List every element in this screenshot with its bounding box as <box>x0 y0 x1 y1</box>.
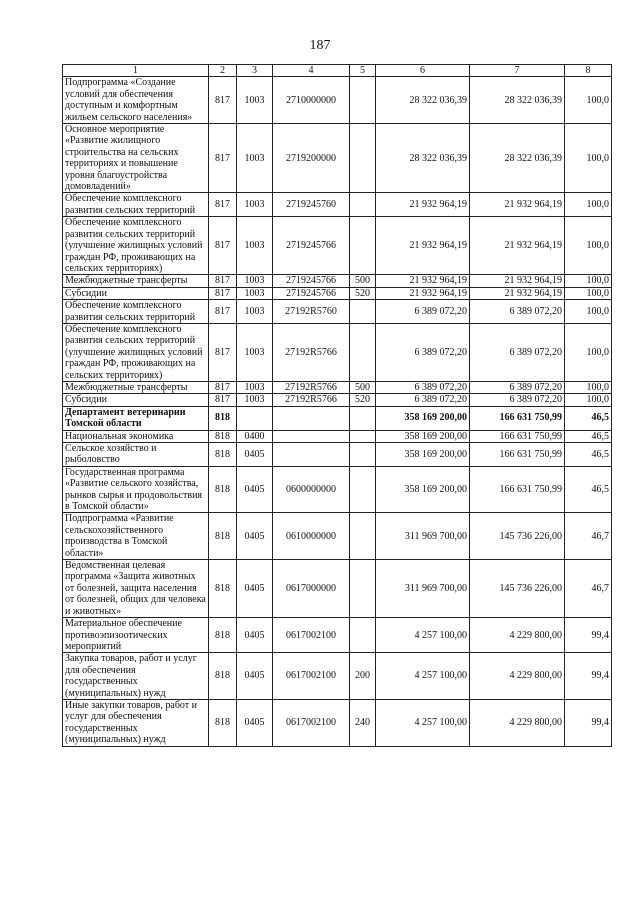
expense-type-cell <box>350 430 376 442</box>
plan-amount-cell: 358 169 200,00 <box>376 466 470 513</box>
target-code-cell: 27192R5766 <box>273 381 350 393</box>
table-row <box>63 77 612 124</box>
item-name-cell: Обеспечение комплексного развития сельских территорий <box>63 193 209 217</box>
actual-amount-cell: 4 229 800,00 <box>470 653 565 700</box>
table-row <box>63 300 612 324</box>
ministry-code-cell: 817 <box>209 323 237 381</box>
percent-cell: 100,0 <box>565 394 612 406</box>
percent-cell: 100,0 <box>565 287 612 299</box>
ministry-code-cell: 817 <box>209 217 237 275</box>
plan-amount-cell: 358 169 200,00 <box>376 406 470 430</box>
target-code-cell: 27192R5766 <box>273 394 350 406</box>
actual-amount-cell: 166 631 750,99 <box>470 406 565 430</box>
item-name-cell: Обеспечение комплексного развития сельских территорий <box>63 300 209 324</box>
item-name-cell: Межбюджетные трансферты <box>63 275 209 287</box>
expense-type-cell: 240 <box>350 699 376 746</box>
header-cell: 7 <box>470 65 565 77</box>
header-cell: 1 <box>63 65 209 77</box>
item-name-cell: Субсидии <box>63 394 209 406</box>
plan-amount-cell: 21 932 964,19 <box>376 275 470 287</box>
expense-type-cell <box>350 323 376 381</box>
section-code-cell: 0405 <box>237 513 273 560</box>
expense-type-cell <box>350 124 376 193</box>
plan-amount-cell: 6 389 072,20 <box>376 394 470 406</box>
section-code-cell: 1003 <box>237 287 273 299</box>
section-code-cell: 1003 <box>237 323 273 381</box>
item-name-cell: Обеспечение комплексного развития сельских территорий (улучшение жилищных условий граждан РФ, проживающих на сельских территориях) <box>63 217 209 275</box>
table-row <box>63 287 612 299</box>
item-name-cell: Субсидии <box>63 287 209 299</box>
target-code-cell: 2719245766 <box>273 275 350 287</box>
actual-amount-cell: 145 736 226,00 <box>470 560 565 618</box>
expense-type-cell <box>350 77 376 124</box>
section-code-cell: 0405 <box>237 466 273 513</box>
table-row <box>63 406 612 430</box>
percent-cell: 100,0 <box>565 381 612 393</box>
item-name-cell: Сельское хозяйство и рыболовство <box>63 443 209 467</box>
percent-cell: 46,5 <box>565 430 612 442</box>
expense-type-cell <box>350 466 376 513</box>
item-name-cell: Подпрограмма «Развитие сельскохозяйственного производства в Томской области» <box>63 513 209 560</box>
header-cell: 6 <box>376 65 470 77</box>
target-code-cell: 0617000000 <box>273 560 350 618</box>
actual-amount-cell: 145 736 226,00 <box>470 513 565 560</box>
actual-amount-cell: 166 631 750,99 <box>470 430 565 442</box>
section-code-cell: 1003 <box>237 275 273 287</box>
table-row <box>63 430 612 442</box>
actual-amount-cell: 21 932 964,19 <box>470 217 565 275</box>
percent-cell: 100,0 <box>565 300 612 324</box>
target-code-cell: 27192R5760 <box>273 300 350 324</box>
section-code-cell: 1003 <box>237 300 273 324</box>
target-code-cell: 2719200000 <box>273 124 350 193</box>
ministry-code-cell: 818 <box>209 466 237 513</box>
plan-amount-cell: 21 932 964,19 <box>376 287 470 299</box>
plan-amount-cell: 358 169 200,00 <box>376 443 470 467</box>
percent-cell: 100,0 <box>565 323 612 381</box>
percent-cell: 100,0 <box>565 124 612 193</box>
actual-amount-cell: 4 229 800,00 <box>470 618 565 653</box>
expense-type-cell <box>350 618 376 653</box>
percent-cell: 99,4 <box>565 618 612 653</box>
actual-amount-cell: 6 389 072,20 <box>470 394 565 406</box>
section-code-cell: 1003 <box>237 381 273 393</box>
ministry-code-cell: 817 <box>209 193 237 217</box>
table-row <box>63 381 612 393</box>
plan-amount-cell: 6 389 072,20 <box>376 381 470 393</box>
item-name-cell: Основное мероприятие «Развитие жилищного строительства на сельских территориях и повышение уровня благоустройства домовладений» <box>63 124 209 193</box>
percent-cell: 100,0 <box>565 77 612 124</box>
actual-amount-cell: 6 389 072,20 <box>470 323 565 381</box>
target-code-cell: 27192R5766 <box>273 323 350 381</box>
item-name-cell: Государственная программа «Развитие сельского хозяйства, рынков сырья и продовольствия в Томской области» <box>63 466 209 513</box>
item-name-cell: Департамент ветеринарии Томской области <box>63 406 209 430</box>
ministry-code-cell: 818 <box>209 513 237 560</box>
plan-amount-cell: 6 389 072,20 <box>376 300 470 324</box>
plan-amount-cell: 311 969 700,00 <box>376 513 470 560</box>
expense-type-cell <box>350 406 376 430</box>
percent-cell: 46,5 <box>565 466 612 513</box>
actual-amount-cell: 6 389 072,20 <box>470 300 565 324</box>
percent-cell: 100,0 <box>565 193 612 217</box>
expense-type-cell: 520 <box>350 394 376 406</box>
ministry-code-cell: 817 <box>209 275 237 287</box>
target-code-cell <box>273 443 350 467</box>
actual-amount-cell: 21 932 964,19 <box>470 287 565 299</box>
expense-type-cell: 500 <box>350 275 376 287</box>
table-row <box>63 560 612 618</box>
ministry-code-cell: 817 <box>209 77 237 124</box>
ministry-code-cell: 818 <box>209 406 237 430</box>
ministry-code-cell: 818 <box>209 443 237 467</box>
ministry-code-cell: 818 <box>209 699 237 746</box>
target-code-cell: 2719245766 <box>273 287 350 299</box>
header-cell: 5 <box>350 65 376 77</box>
ministry-code-cell: 817 <box>209 381 237 393</box>
plan-amount-cell: 6 389 072,20 <box>376 323 470 381</box>
table-body <box>63 77 612 746</box>
section-code-cell: 0405 <box>237 560 273 618</box>
percent-cell: 46,5 <box>565 443 612 467</box>
expense-type-cell: 200 <box>350 653 376 700</box>
header-cell: 2 <box>209 65 237 77</box>
ministry-code-cell: 817 <box>209 124 237 193</box>
percent-cell: 100,0 <box>565 275 612 287</box>
item-name-cell: Обеспечение комплексного развития сельских территорий (улучшение жилищных условий граждан РФ, проживающих на сельских территориях) <box>63 323 209 381</box>
actual-amount-cell: 166 631 750,99 <box>470 466 565 513</box>
percent-cell: 46,7 <box>565 560 612 618</box>
section-code-cell: 0405 <box>237 618 273 653</box>
target-code-cell: 0617002100 <box>273 618 350 653</box>
section-code-cell: 0400 <box>237 430 273 442</box>
item-name-cell: Ведомственная целевая программа «Защита животных от болезней, защита населения от болезней, общих для человека и животных» <box>63 560 209 618</box>
expense-type-cell <box>350 560 376 618</box>
table-row <box>63 466 612 513</box>
section-code-cell: 1003 <box>237 124 273 193</box>
expense-type-cell <box>350 217 376 275</box>
plan-amount-cell: 21 932 964,19 <box>376 193 470 217</box>
ministry-code-cell: 818 <box>209 430 237 442</box>
target-code-cell: 2719245760 <box>273 193 350 217</box>
budget-table <box>62 64 612 747</box>
plan-amount-cell: 358 169 200,00 <box>376 430 470 442</box>
ministry-code-cell: 818 <box>209 560 237 618</box>
plan-amount-cell: 4 257 100,00 <box>376 618 470 653</box>
ministry-code-cell: 817 <box>209 300 237 324</box>
table-row <box>63 124 612 193</box>
table-row <box>63 699 612 746</box>
target-code-cell <box>273 406 350 430</box>
table-row <box>63 275 612 287</box>
plan-amount-cell: 311 969 700,00 <box>376 560 470 618</box>
expense-type-cell <box>350 193 376 217</box>
item-name-cell: Закупка товаров, работ и услуг для обеспечения государственных (муниципальных) нужд <box>63 653 209 700</box>
section-code-cell: 1003 <box>237 193 273 217</box>
table-row <box>63 193 612 217</box>
plan-amount-cell: 21 932 964,19 <box>376 217 470 275</box>
target-code-cell <box>273 430 350 442</box>
header-cell: 8 <box>565 65 612 77</box>
percent-cell: 99,4 <box>565 653 612 700</box>
section-code-cell: 1003 <box>237 217 273 275</box>
table-row <box>63 653 612 700</box>
target-code-cell: 0600000000 <box>273 466 350 513</box>
section-code-cell: 0405 <box>237 443 273 467</box>
plan-amount-cell: 28 322 036,39 <box>376 124 470 193</box>
expense-type-cell <box>350 513 376 560</box>
table-row <box>63 323 612 381</box>
actual-amount-cell: 4 229 800,00 <box>470 699 565 746</box>
actual-amount-cell: 166 631 750,99 <box>470 443 565 467</box>
expense-type-cell <box>350 443 376 467</box>
actual-amount-cell: 21 932 964,19 <box>470 275 565 287</box>
actual-amount-cell: 28 322 036,39 <box>470 77 565 124</box>
table-row <box>63 618 612 653</box>
plan-amount-cell: 4 257 100,00 <box>376 699 470 746</box>
header-cell: 3 <box>237 65 273 77</box>
expense-type-cell: 500 <box>350 381 376 393</box>
expense-type-cell <box>350 300 376 324</box>
percent-cell: 46,7 <box>565 513 612 560</box>
section-code-cell: 0405 <box>237 653 273 700</box>
target-code-cell: 0617002100 <box>273 653 350 700</box>
actual-amount-cell: 21 932 964,19 <box>470 193 565 217</box>
item-name-cell: Материальное обеспечение противоэпизоотических мероприятий <box>63 618 209 653</box>
ministry-code-cell: 818 <box>209 653 237 700</box>
target-code-cell: 2710000000 <box>273 77 350 124</box>
percent-cell: 99,4 <box>565 699 612 746</box>
page-number: 187 <box>309 38 331 53</box>
item-name-cell: Подпрограмма «Создание условий для обеспечения доступным и комфортным жильем сельского населения» <box>63 77 209 124</box>
ministry-code-cell: 817 <box>209 287 237 299</box>
header-cell: 4 <box>273 65 350 77</box>
actual-amount-cell: 6 389 072,20 <box>470 381 565 393</box>
plan-amount-cell: 28 322 036,39 <box>376 77 470 124</box>
item-name-cell: Межбюджетные трансферты <box>63 381 209 393</box>
ministry-code-cell: 818 <box>209 618 237 653</box>
section-code-cell: 1003 <box>237 394 273 406</box>
target-code-cell: 0610000000 <box>273 513 350 560</box>
section-code-cell <box>237 406 273 430</box>
percent-cell: 100,0 <box>565 217 612 275</box>
table-row <box>63 513 612 560</box>
section-code-cell: 0405 <box>237 699 273 746</box>
table-row <box>63 394 612 406</box>
target-code-cell: 2719245766 <box>273 217 350 275</box>
percent-cell: 46,5 <box>565 406 612 430</box>
target-code-cell: 0617002100 <box>273 699 350 746</box>
plan-amount-cell: 4 257 100,00 <box>376 653 470 700</box>
table-row <box>63 443 612 467</box>
ministry-code-cell: 817 <box>209 394 237 406</box>
header-row <box>63 65 612 77</box>
section-code-cell: 1003 <box>237 77 273 124</box>
table-row <box>63 217 612 275</box>
actual-amount-cell: 28 322 036,39 <box>470 124 565 193</box>
item-name-cell: Национальная экономика <box>63 430 209 442</box>
item-name-cell: Иные закупки товаров, работ и услуг для обеспечения государственных (муниципальных) нужд <box>63 699 209 746</box>
expense-type-cell: 520 <box>350 287 376 299</box>
